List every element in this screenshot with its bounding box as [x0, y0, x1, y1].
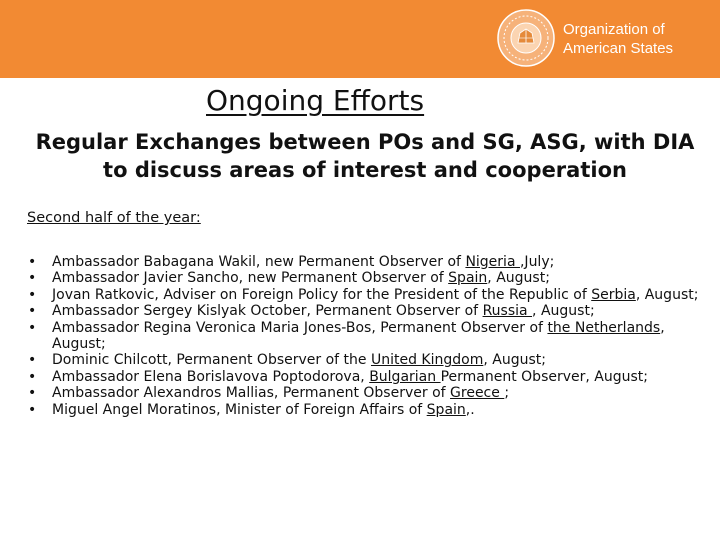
country-name: Russia — [482, 303, 533, 320]
header-bar — [0, 0, 720, 78]
item-text: Ambassador Alexandros Mallias, Permanent Observer of — [52, 385, 451, 402]
list-item — [28, 352, 713, 368]
organization-name — [563, 20, 673, 58]
list-item — [28, 320, 713, 353]
slide-subtitle: Regular Exchanges between POs and SG, ASG, with DIA to discuss areas of interest and cooperation — [35, 130, 695, 182]
observer-visits-list — [28, 254, 713, 418]
country-name: United Kingdom — [370, 352, 484, 369]
item-text: , August; — [635, 286, 699, 303]
item-text: Ambassador Elena Borislavova Poptodorova, — [52, 368, 370, 385]
list-item — [28, 270, 713, 286]
country-name: Spain — [426, 401, 466, 418]
list-item — [28, 254, 713, 270]
list-item — [28, 369, 713, 385]
oas-seal-icon — [497, 9, 555, 67]
item-text: Ambassador Babagana Wakil, new Permanent Observer of — [52, 254, 466, 270]
item-text: Miguel Angel Moratinos, Minister of Foreign Affairs of — [52, 401, 427, 418]
list-item — [28, 402, 713, 418]
item-text: Ambassador Javier Sancho, new Permanent Observer of — [52, 270, 449, 287]
country-name: Serbia — [591, 286, 636, 303]
item-text: Ambassador Sergey Kislyak October, Permanent Observer of — [52, 303, 483, 320]
item-text: , August; — [483, 352, 546, 369]
item-text: Permanent Observer, August; — [440, 368, 648, 385]
item-text: ; — [504, 385, 510, 402]
org-name-line-2: American States — [563, 40, 674, 57]
item-text: Ambassador Regina Veronica Maria Jones-Bos, Permanent Observer of — [52, 319, 548, 336]
country-name: Greece — [450, 385, 505, 402]
slide-title: Ongoing Efforts — [206, 84, 425, 117]
item-text: ,. — [465, 401, 475, 418]
item-text: , August; — [532, 303, 595, 320]
item-text: Jovan Ratkovic, Adviser on Foreign Policy for the President of the Republic of — [52, 286, 592, 303]
country-name: Bulgarian — [369, 368, 441, 385]
list-item — [28, 287, 713, 303]
section-label: Second half of the year: — [27, 210, 201, 226]
item-text: Dominic Chilcott, Permanent Observer of the — [52, 352, 371, 369]
country-name: Spain — [448, 270, 488, 287]
item-text: , August; — [487, 270, 550, 287]
org-name-line-1: Organization of — [563, 21, 665, 38]
country-name: Nigeria — [465, 254, 520, 270]
list-item — [28, 385, 713, 401]
item-text: ,July; — [519, 254, 555, 270]
list-item — [28, 303, 713, 319]
country-name: the Netherlands — [547, 319, 661, 336]
item-text: , August; — [52, 319, 665, 353]
